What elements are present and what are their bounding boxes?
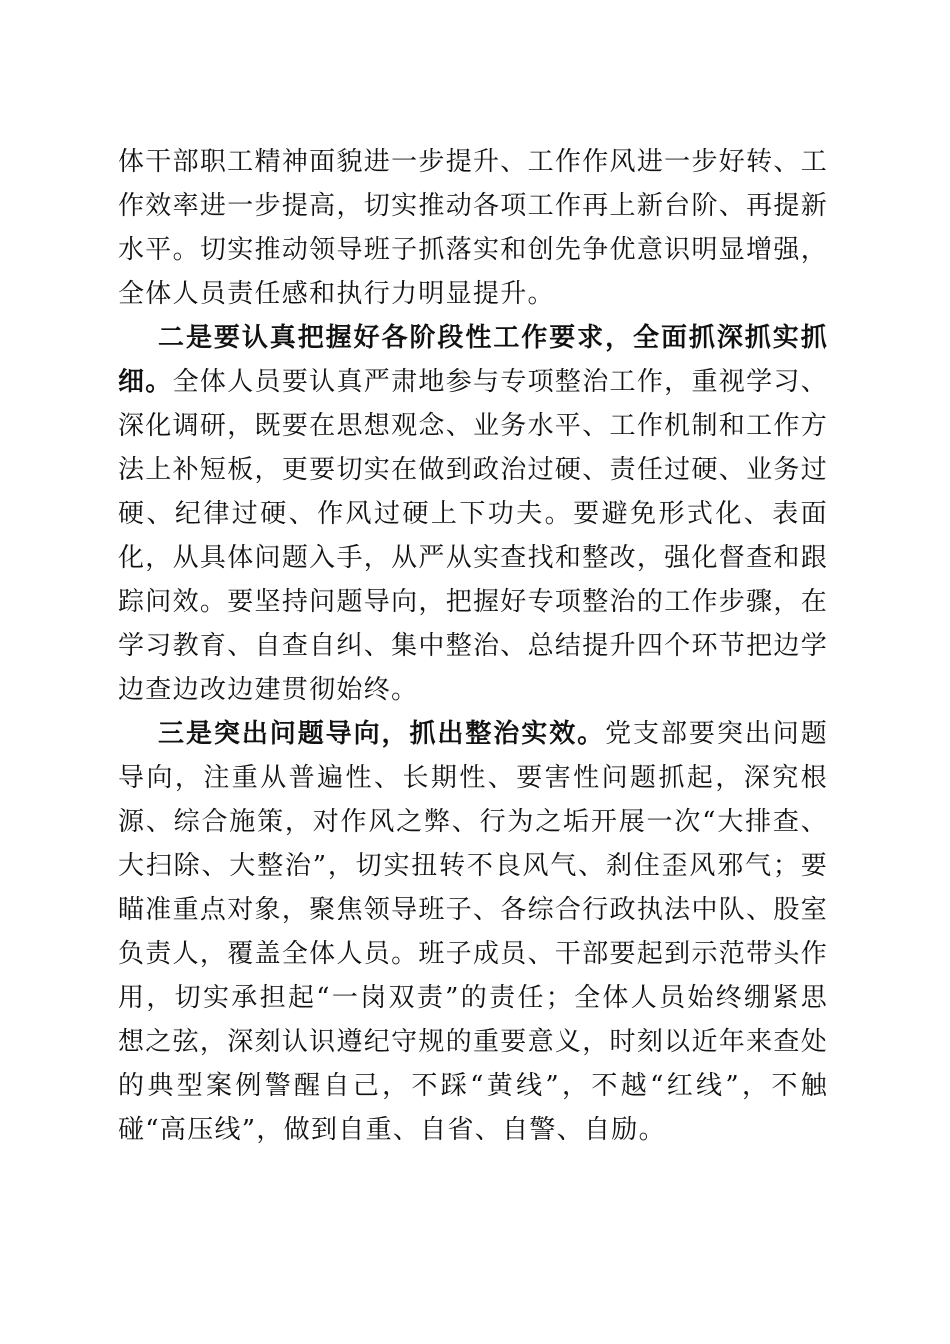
document-body [118, 140, 828, 1152]
paragraph-3 [118, 712, 828, 1152]
paragraph-2-heading: 二是要认真把握好各阶段性工作要求，全面抓深抓实抓细。 [118, 323, 828, 397]
paragraph-1 [118, 140, 828, 316]
paragraph-1-body: 体干部职工精神面貌进一步提升、工作作风进一步好转、工作效率进一步提高，切实推动各项工作再上新台阶、再提新水平。切实推动领导班子抓落实和创先争优意识明显增强，全体人员责任感和执行力明显提升。 [118, 147, 828, 309]
paragraph-3-heading: 三是突出问题导向，抓出整治实效。 [158, 719, 606, 749]
paragraph-2 [118, 316, 828, 712]
paragraph-3-body: 党支部要突出问题导向，注重从普遍性、长期性、要害性问题抓起，深究根源、综合施策，对作风之弊、行为之垢开展一次“大排查、大扫除、大整治”，切实扭转不良风气、刹住歪风邪气；要瞄准重点对象，聚焦领导班子、各综合行政执法中队、股室负责人，覆盖全体人员。班子成员、干部要起到示范带头作用，切实承担起“一岗双责”的责任；全体人员始终绷紧思想之弦，深刻认识遵纪守规的重要意义，时刻以近年来查处的典型案例警醒自己，不踩“黄线”，不越“红线”，不触碰“高压线”，做到自重、自省、自警、自励。 [118, 719, 828, 1145]
paragraph-2-body: 全体人员要认真严肃地参与专项整治工作，重视学习、深化调研，既要在思想观念、业务水平、工作机制和工作方法上补短板，更要切实在做到政治过硬、责任过硬、业务过硬、纪律过硬、作风过硬上下功夫。要避免形式化、表面化，从具体问题入手，从严从实查找和整改，强化督查和跟踪问效。要坚持问题导向，把握好专项整治的工作步骤，在学习教育、自查自纠、集中整治、总结提升四个环节把边学边查边改边建贯彻始终。 [118, 367, 828, 705]
